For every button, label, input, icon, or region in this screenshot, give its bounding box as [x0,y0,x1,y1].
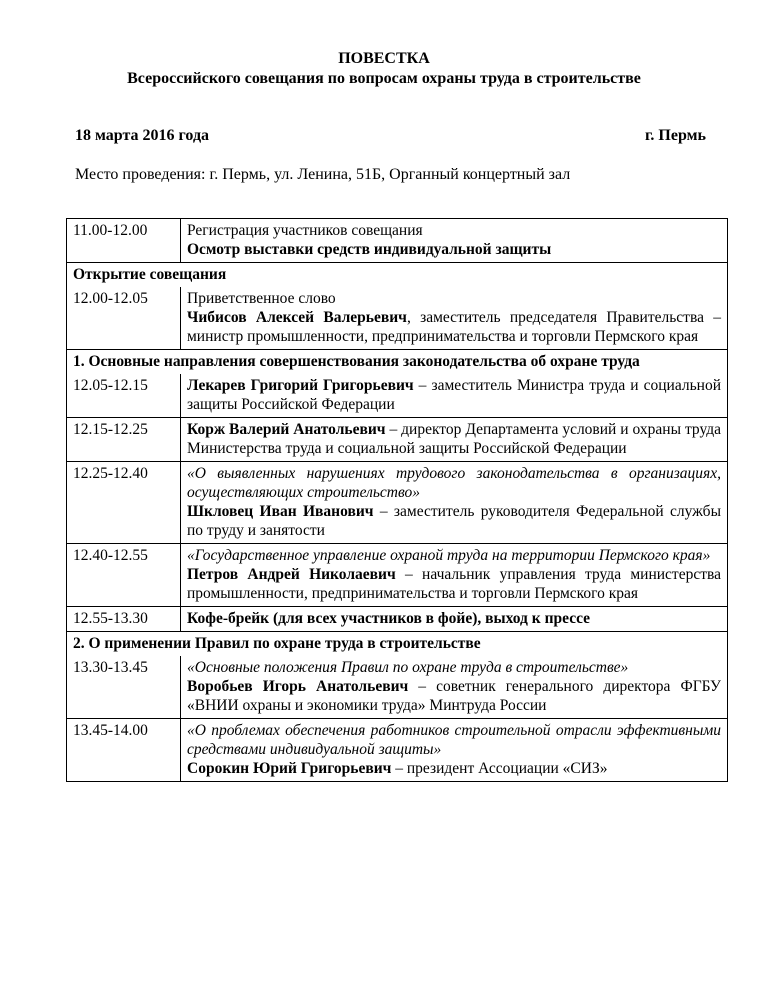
time-cell: 12.55-13.30 [67,607,181,632]
section-header [67,632,728,657]
speaker-position: – заместитель руководителя Федеральной службы по труду и занятости [187,503,721,539]
table-row [67,418,728,462]
speaker-name: Чибисов Алексей Валерьевич [187,309,407,326]
table-row [67,544,728,607]
break-cell: Кофе-брейк (для всех участников в фойе), выход к прессе [181,607,728,632]
section-title: Открытие совещания [67,263,728,288]
section-title: 2. О применении Правил по охране труда в строительстве [67,632,728,657]
content-cell [181,418,728,462]
speaker-position: – советник генерального директора ФГБУ «ВНИИ охраны и экономики труда» Минтруда России [187,678,722,714]
speaker-name: Сорокин Юрий Григорьевич [187,760,392,777]
speaker-position: , заместитель председателя Правительства – министр промышленности, предпринимательства и торговли Пермского края [187,309,721,345]
speaker-name: Воробьев Игорь Анатольевич [187,678,409,695]
speaker-position: – директор Департамента условий и охраны труда Министерства труда и социальной защиты Российской Федерации [187,421,721,457]
talk-topic: «О выявленных нарушениях трудового законодательства в организациях, осуществляющих строительство» [187,465,721,501]
table-row [67,607,728,632]
talk-topic: «О проблемах обеспечения работников строительной отрасли эффективными средствами индивидуальной защиты» [187,722,721,758]
speaker-position: – президент Ассоциации «СИЗ» [391,760,608,777]
table-row [67,219,728,263]
table-row [67,374,728,418]
table-row [67,462,728,544]
content-cell [181,287,728,350]
time-cell: 12.00-12.05 [67,287,181,350]
event-city: г. Пермь [644,127,706,144]
speaker-position: – начальник управления труда министерства промышленности, предпринимательства и торговли Пермского края [187,566,721,602]
table-row [67,287,728,350]
content-cell [181,219,728,263]
time-cell: 12.05-12.15 [67,374,181,418]
speaker-name: Лекарев Григорий Григорьевич [187,377,414,394]
content-cell [181,374,728,418]
speaker-name: Корж Валерий Анатольевич [187,421,386,438]
section-header [67,350,728,375]
talk-topic: «Основные положения Правил по охране труда в строительстве» [187,659,629,676]
speaker-name: Петров Андрей Николаевич [187,566,396,583]
item-text: Осмотр выставки средств индивидуальной защиты [187,241,552,258]
content-cell [181,656,728,719]
item-text: Приветственное слово [187,290,336,307]
content-cell [181,462,728,544]
section-title: 1. Основные направления совершенствования законодательства об охране труда [67,350,728,375]
speaker-position: – заместитель Министра труда и социальной защиты Российской Федерации [187,377,722,413]
content-cell [181,544,728,607]
time-cell: 13.45-14.00 [67,719,181,782]
document-title: ПОВЕСТКА [338,50,430,67]
talk-topic: «Государственное управление охраной труда на территории Пермского края» [187,547,711,564]
speaker-name: Шкловец Иван Иванович [187,503,374,520]
table-row [67,719,728,782]
time-cell: 13.30-13.45 [67,656,181,719]
time-cell: 12.25-12.40 [67,462,181,544]
event-date: 18 марта 2016 года [75,127,210,144]
event-venue: Место проведения: г. Пермь, ул. Ленина, 51Б, Органный концертный зал [75,166,571,183]
item-text: Регистрация участников совещания [187,222,423,239]
content-cell [181,719,728,782]
agenda-table [66,218,728,782]
section-header [67,263,728,288]
time-cell: 12.15-12.25 [67,418,181,462]
document-subtitle: Всероссийского совещания по вопросам охраны труда в строительстве [127,70,641,87]
table-row [67,656,728,719]
time-cell: 11.00-12.00 [67,219,181,263]
time-cell: 12.40-12.55 [67,544,181,607]
